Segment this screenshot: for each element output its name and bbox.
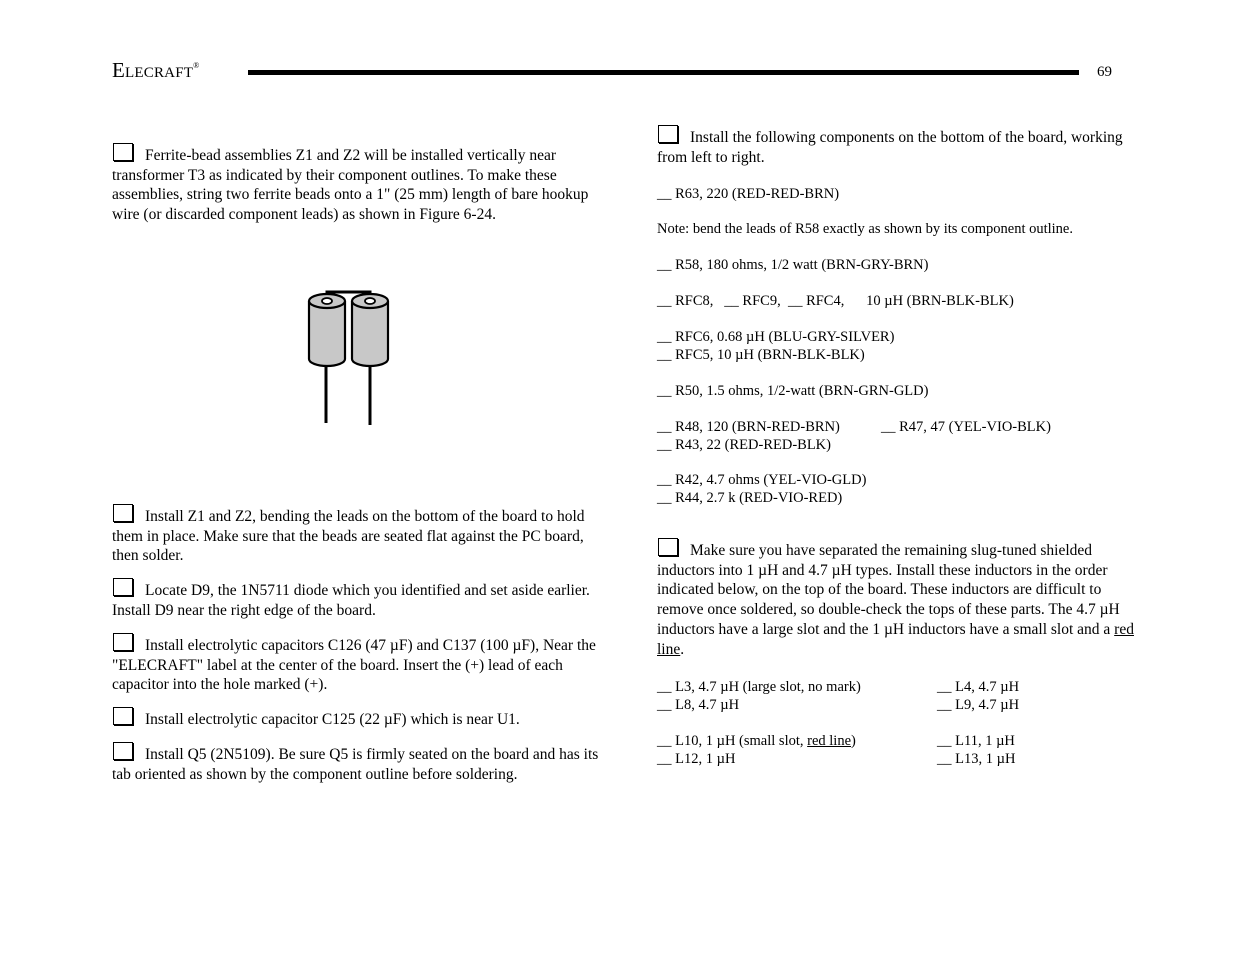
line-word: line [657,640,681,658]
step-text: Install Z1 and Z2, bending the leads on the bottom of the board to hold them in place. Make sure that the beads are seated flat against the PC board, then solder. [112,508,585,565]
step-install-q5 [112,742,604,784]
step-text: Install electrolytic capacitor C125 (22 µF) which is near U1. [145,711,520,728]
item-r47: __ R47, 47 (YEL-VIO-BLK) [881,419,1051,435]
item-r50: __ R50, 1.5 ohms, 1/2-watt (BRN-GRN-GLD) [657,383,929,399]
item-rfc6: __ RFC6, 0.68 µH (BLU-GRY-SILVER) [657,329,895,345]
item-r42: __ R42, 4.7 ohms (YEL-VIO-GLD) [657,472,867,488]
header-rule [248,70,1079,75]
step-capacitors-c126-c137 [112,633,604,695]
item-l3: __ L3, 4.7 µH (large slot, no mark) [657,679,861,695]
note-r58: Note: bend the leads of R58 exactly as shown by its component outline. [657,221,1073,237]
ferrite-bead-left [309,294,345,366]
item-r48: __ R48, 120 (BRN-RED-BRN) [657,419,840,435]
registered-mark: ® [193,61,200,70]
step-checkbox[interactable] [113,742,133,760]
step-install-z1-z2 [112,504,604,566]
step-ferrite-beads [112,143,604,225]
item-r43: __ R43, 22 (RED-RED-BLK) [657,437,831,453]
step-text: Ferrite-bead assemblies Z1 and Z2 will be installed vertically near transformer T3 as indicated by their component outlines. To make these assemblies, string two ferrite beads onto a 1" (25 mm) length of bare hookup wire (or discarded component leads) as shown in Figure 6-24. [112,147,589,224]
step-bottom-components [657,125,1127,167]
step-checkbox[interactable] [113,578,133,596]
item-l11: __ L11, 1 µH [937,733,1015,749]
item-l13: __ L13, 1 µH [937,751,1016,767]
ferrite-bead-right [352,294,388,366]
ferrite-bead-figure [296,280,400,432]
red-word: red [1114,620,1134,638]
step-checkbox[interactable] [658,125,678,143]
page-number: 69 [1097,64,1112,80]
step-text: Install Q5 (2N5109). Be sure Q5 is firmly seated on the board and has its tab oriented as shown by the component outline before soldering. [112,746,599,783]
step-capacitor-c125 [112,707,604,730]
item-l12: __ L12, 1 µH [657,751,736,767]
step-checkbox[interactable] [113,633,133,651]
item-r58: __ R58, 180 ohms, 1/2 watt (BRN-GRY-BRN) [657,257,929,273]
brand-logo [112,58,199,83]
item-l9: __ L9, 4.7 µH [937,697,1020,713]
brand-rest: LECRAFT [125,65,194,81]
step-checkbox[interactable] [113,707,133,725]
item-l8: __ L8, 4.7 µH [657,697,740,713]
step-checkbox[interactable] [113,143,133,161]
item-rfc5: __ RFC5, 10 µH (BRN-BLK-BLK) [657,347,865,363]
item-l10: __ L10, 1 µH (small slot, red line) [657,733,856,749]
step-text: Locate D9, the 1N5711 diode which you identified and set aside earlier. Install D9 near the right edge of the board. [112,582,590,619]
item-rfc8-rfc9-rfc4: __ RFC8, __ RFC9, __ RFC4, 10 µH (BRN-BLK-BLK) [657,293,1014,309]
step-checkbox[interactable] [113,504,133,522]
step-slug-inductors: Make sure you have separated the remaining slug-tuned shielded inductors into 1 µH and 4.7 µH types. Install these inductors in the order indicated below, on the top of the board. These inductors are difficult to remove once soldered, so double-check the tops of these parts. The 4.7 µH inductors have a large slot and the 1 µH inductors have a small slot and a red line. [657,538,1145,659]
step-locate-d9 [112,578,604,620]
step-text: Install electrolytic capacitors C126 (47 µF) and C137 (100 µF), Near the "ELECRAFT" label at the center of the board. Insert the (+) lead of each capacitor into the hole marked (+). [112,637,596,694]
brand-initial: E [112,58,126,82]
step-text: Install the following components on the bottom of the board, working from left to right. [657,129,1123,166]
step-checkbox[interactable] [658,538,678,556]
step-text: Make sure you have separated the remaining slug-tuned shielded inductors into 1 µH and 4.7 µH types. Install these inductors in the order indicated below, on the top of the board. These inductors are difficult to remove once soldered, so double-check the tops of these parts. The 4.7 µH inductors have a large slot and the 1 µH inductors have a small slot and a [657,542,1120,638]
item-r44: __ R44, 2.7 k (RED-VIO-RED) [657,490,843,506]
item-l4: __ L4, 4.7 µH [937,679,1020,695]
item-r63: __ R63, 220 (RED-RED-BRN) [657,186,840,202]
